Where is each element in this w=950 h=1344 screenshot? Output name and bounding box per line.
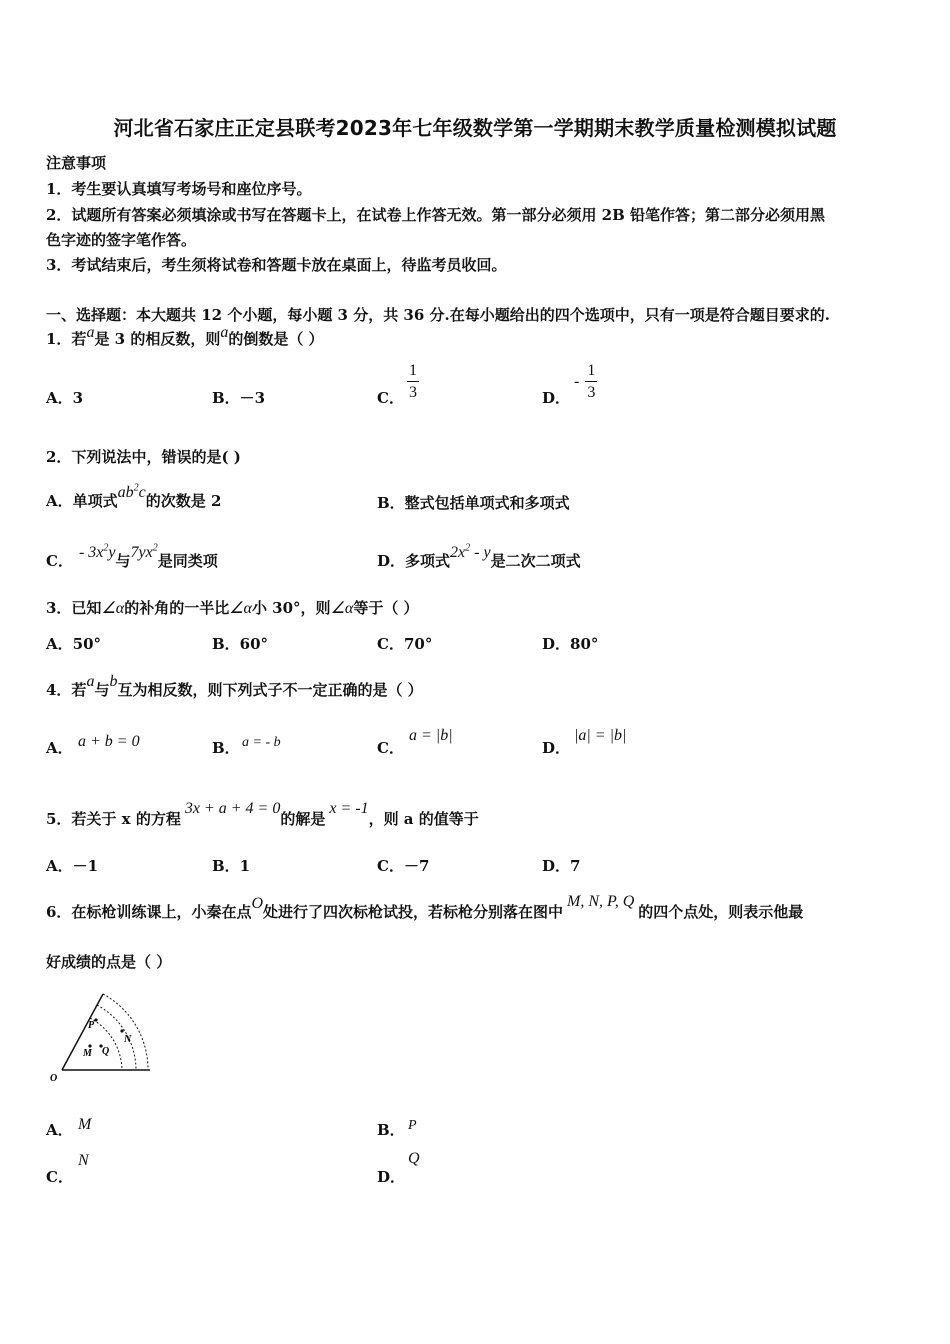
figure-label-p: P bbox=[88, 1020, 95, 1031]
q6-text-3: 的四个点处，则表示他最 bbox=[638, 903, 804, 921]
q6-option-a-value: M bbox=[78, 1116, 92, 1133]
notice-line-3: 3．考试结束后，考生须将试卷和答题卡放在桌面上，待监考员收回。 bbox=[46, 256, 507, 274]
q6-points: M, N, P, Q bbox=[567, 893, 635, 910]
q5-text-2: 的解是 bbox=[280, 810, 326, 828]
q3-option-a: A．50° bbox=[46, 635, 102, 653]
javelin-figure bbox=[46, 988, 158, 1084]
q3-angle-2: ∠α bbox=[229, 600, 252, 617]
q1-text-1: 1．若 bbox=[46, 330, 87, 348]
notice-line-2a: 2．试题所有答案必须填涂或书写在答题卡上，在试卷上作答无效。第一部分必须用 2B 铅笔作答；第二部分必须用黑 bbox=[46, 206, 826, 224]
q5-equation: 3x + a + 4 = 0 bbox=[184, 800, 281, 817]
q1-c-denominator: 3 bbox=[409, 384, 417, 401]
q3-text-1: 3．已知 bbox=[46, 599, 102, 617]
q1-var-a: a bbox=[86, 324, 95, 341]
q3-option-b: B．60° bbox=[212, 635, 269, 653]
q6-text-2: 处进行了四次标枪试投，若标枪分别落在图中 bbox=[263, 903, 564, 921]
q6-option-c-label: C． bbox=[46, 1168, 73, 1186]
q4-var-b: b bbox=[109, 673, 118, 690]
figure-arc-inner bbox=[90, 1018, 122, 1070]
q2-a-prefix: A．单项式 bbox=[46, 492, 118, 510]
q2-a-suffix: 的次数是 2 bbox=[145, 492, 222, 510]
q1-d-sign: - bbox=[574, 372, 580, 390]
notice-line-2b: 色字迹的签字笔作答。 bbox=[46, 231, 197, 249]
section-heading: 一、选择题：本大题共 12 个小题，每小题 3 分，共 36 分.在每小题给出的四个选项中，只有一项是符合题目要求的. bbox=[46, 306, 830, 324]
q2-c-and: 与 bbox=[115, 552, 131, 570]
q5-option-b: B．1 bbox=[212, 857, 251, 875]
q1-option-c-fraction bbox=[407, 362, 419, 401]
q6-option-a-label: A． bbox=[46, 1121, 73, 1139]
question-2: 2．下列说法中，错误的是( ) bbox=[46, 448, 241, 466]
q4-option-a-expression: a + b = 0 bbox=[78, 733, 140, 750]
q3-angle-3: ∠α bbox=[330, 600, 354, 617]
q2-option-b: B．整式包括单项式和多项式 bbox=[377, 494, 570, 512]
q5-option-c: C．－7 bbox=[377, 857, 430, 875]
q4-option-c-expression: a = |b| bbox=[409, 727, 453, 744]
notice-line-1: 1．考生要认真填写考场号和座位序号。 bbox=[46, 180, 312, 198]
q5-option-a: A．－1 bbox=[46, 857, 99, 875]
q4-text-2: 与 bbox=[94, 681, 110, 699]
q6-option-c-value: N bbox=[78, 1152, 89, 1169]
q2-a-expression: $ab^2c$ bbox=[117, 482, 146, 501]
q2-c-prefix: C． bbox=[46, 552, 73, 570]
q4-option-b-expression: a = - b bbox=[242, 735, 281, 750]
q4-option-c-label: C． bbox=[377, 739, 404, 757]
figure-label-m: M bbox=[83, 1048, 92, 1059]
q2-c-term-1: - $3x^2y$ bbox=[78, 542, 116, 561]
figure-label-o: O bbox=[50, 1073, 58, 1084]
q1-c-numerator: 1 bbox=[409, 362, 417, 379]
q1-option-d-label: D． bbox=[542, 389, 571, 407]
q5-option-d: D．7 bbox=[542, 857, 581, 875]
page-title: 河北省石家庄正定县联考2023年七年级数学第一学期期末教学质量检测模拟试题 bbox=[113, 116, 837, 140]
q2-d-expression: $2x^2$ - y bbox=[450, 542, 491, 561]
q3-text-3: 小 30°，则 bbox=[251, 599, 331, 617]
notice-heading: 注意事项 bbox=[46, 154, 107, 172]
question-5 bbox=[46, 800, 479, 829]
q4-var-a: a bbox=[86, 673, 95, 690]
q4-text-3: 互为相反数，则下列式子不一定正确的是（ ） bbox=[117, 681, 423, 699]
q5-solution: x = -1 bbox=[329, 800, 369, 817]
q1-option-d-fraction bbox=[574, 362, 597, 401]
q2-option-d bbox=[377, 542, 581, 571]
q4-text-1: 4．若 bbox=[46, 681, 87, 699]
q6-option-b-value: P bbox=[408, 1118, 417, 1133]
q4-option-b-label: B． bbox=[212, 739, 240, 757]
q6-option-d-value: Q bbox=[408, 1150, 420, 1167]
q3-text-2: 的补角的一半比 bbox=[124, 599, 230, 617]
q6-text-1: 6．在标枪训练课上，小秦在点 bbox=[46, 903, 252, 921]
q6-option-b-label: B． bbox=[377, 1121, 405, 1139]
figure-dot-n bbox=[120, 1029, 123, 1032]
q6-option-d-label: D． bbox=[377, 1168, 406, 1186]
q5-text-3: ，则 a 的值等于 bbox=[368, 810, 479, 828]
q1-d-numerator: 1 bbox=[587, 362, 596, 379]
q1-option-c-label: C． bbox=[377, 389, 404, 407]
q2-option-a bbox=[46, 482, 222, 511]
q6-point-o: O bbox=[251, 895, 264, 912]
q1-d-denominator: 3 bbox=[587, 384, 596, 401]
q2-c-term-2: $7yx^2$ bbox=[130, 542, 158, 561]
question-6 bbox=[46, 893, 804, 922]
q3-angle-1: ∠α bbox=[101, 600, 125, 617]
figure-label-n: N bbox=[124, 1034, 132, 1045]
q1-text-2: 是 3 的相反数，则 bbox=[94, 330, 221, 348]
q4-option-a-label: A． bbox=[46, 739, 73, 757]
question-3 bbox=[46, 597, 419, 618]
q4-option-d-expression: |a| = |b| bbox=[574, 727, 627, 744]
q1-option-b: B．－3 bbox=[212, 389, 266, 407]
q5-text-1: 5．若关于 x 的方程 bbox=[46, 810, 181, 828]
q2-option-c bbox=[46, 542, 218, 571]
q2-c-suffix: 是同类项 bbox=[157, 552, 218, 570]
q2-d-prefix: D．多项式 bbox=[377, 552, 451, 570]
figure-dot-p bbox=[94, 1018, 97, 1021]
q1-text-3: 的倒数是（ ） bbox=[228, 330, 324, 348]
question-4 bbox=[46, 673, 423, 700]
figure-label-q: Q bbox=[102, 1046, 110, 1057]
question-6-line-2: 好成绩的点是（ ） bbox=[46, 953, 172, 971]
q3-option-d: D．80° bbox=[542, 635, 599, 653]
question-1 bbox=[46, 324, 324, 349]
q1-var-a2: a bbox=[220, 324, 229, 341]
figure-arc-outer bbox=[103, 994, 148, 1070]
q3-option-c: C．70° bbox=[377, 635, 433, 653]
q3-text-4: 等于（ ） bbox=[353, 599, 419, 617]
q1-option-a: A．3 bbox=[46, 389, 84, 407]
q2-d-suffix: 是二次二项式 bbox=[490, 552, 581, 570]
q4-option-d-label: D． bbox=[542, 739, 571, 757]
